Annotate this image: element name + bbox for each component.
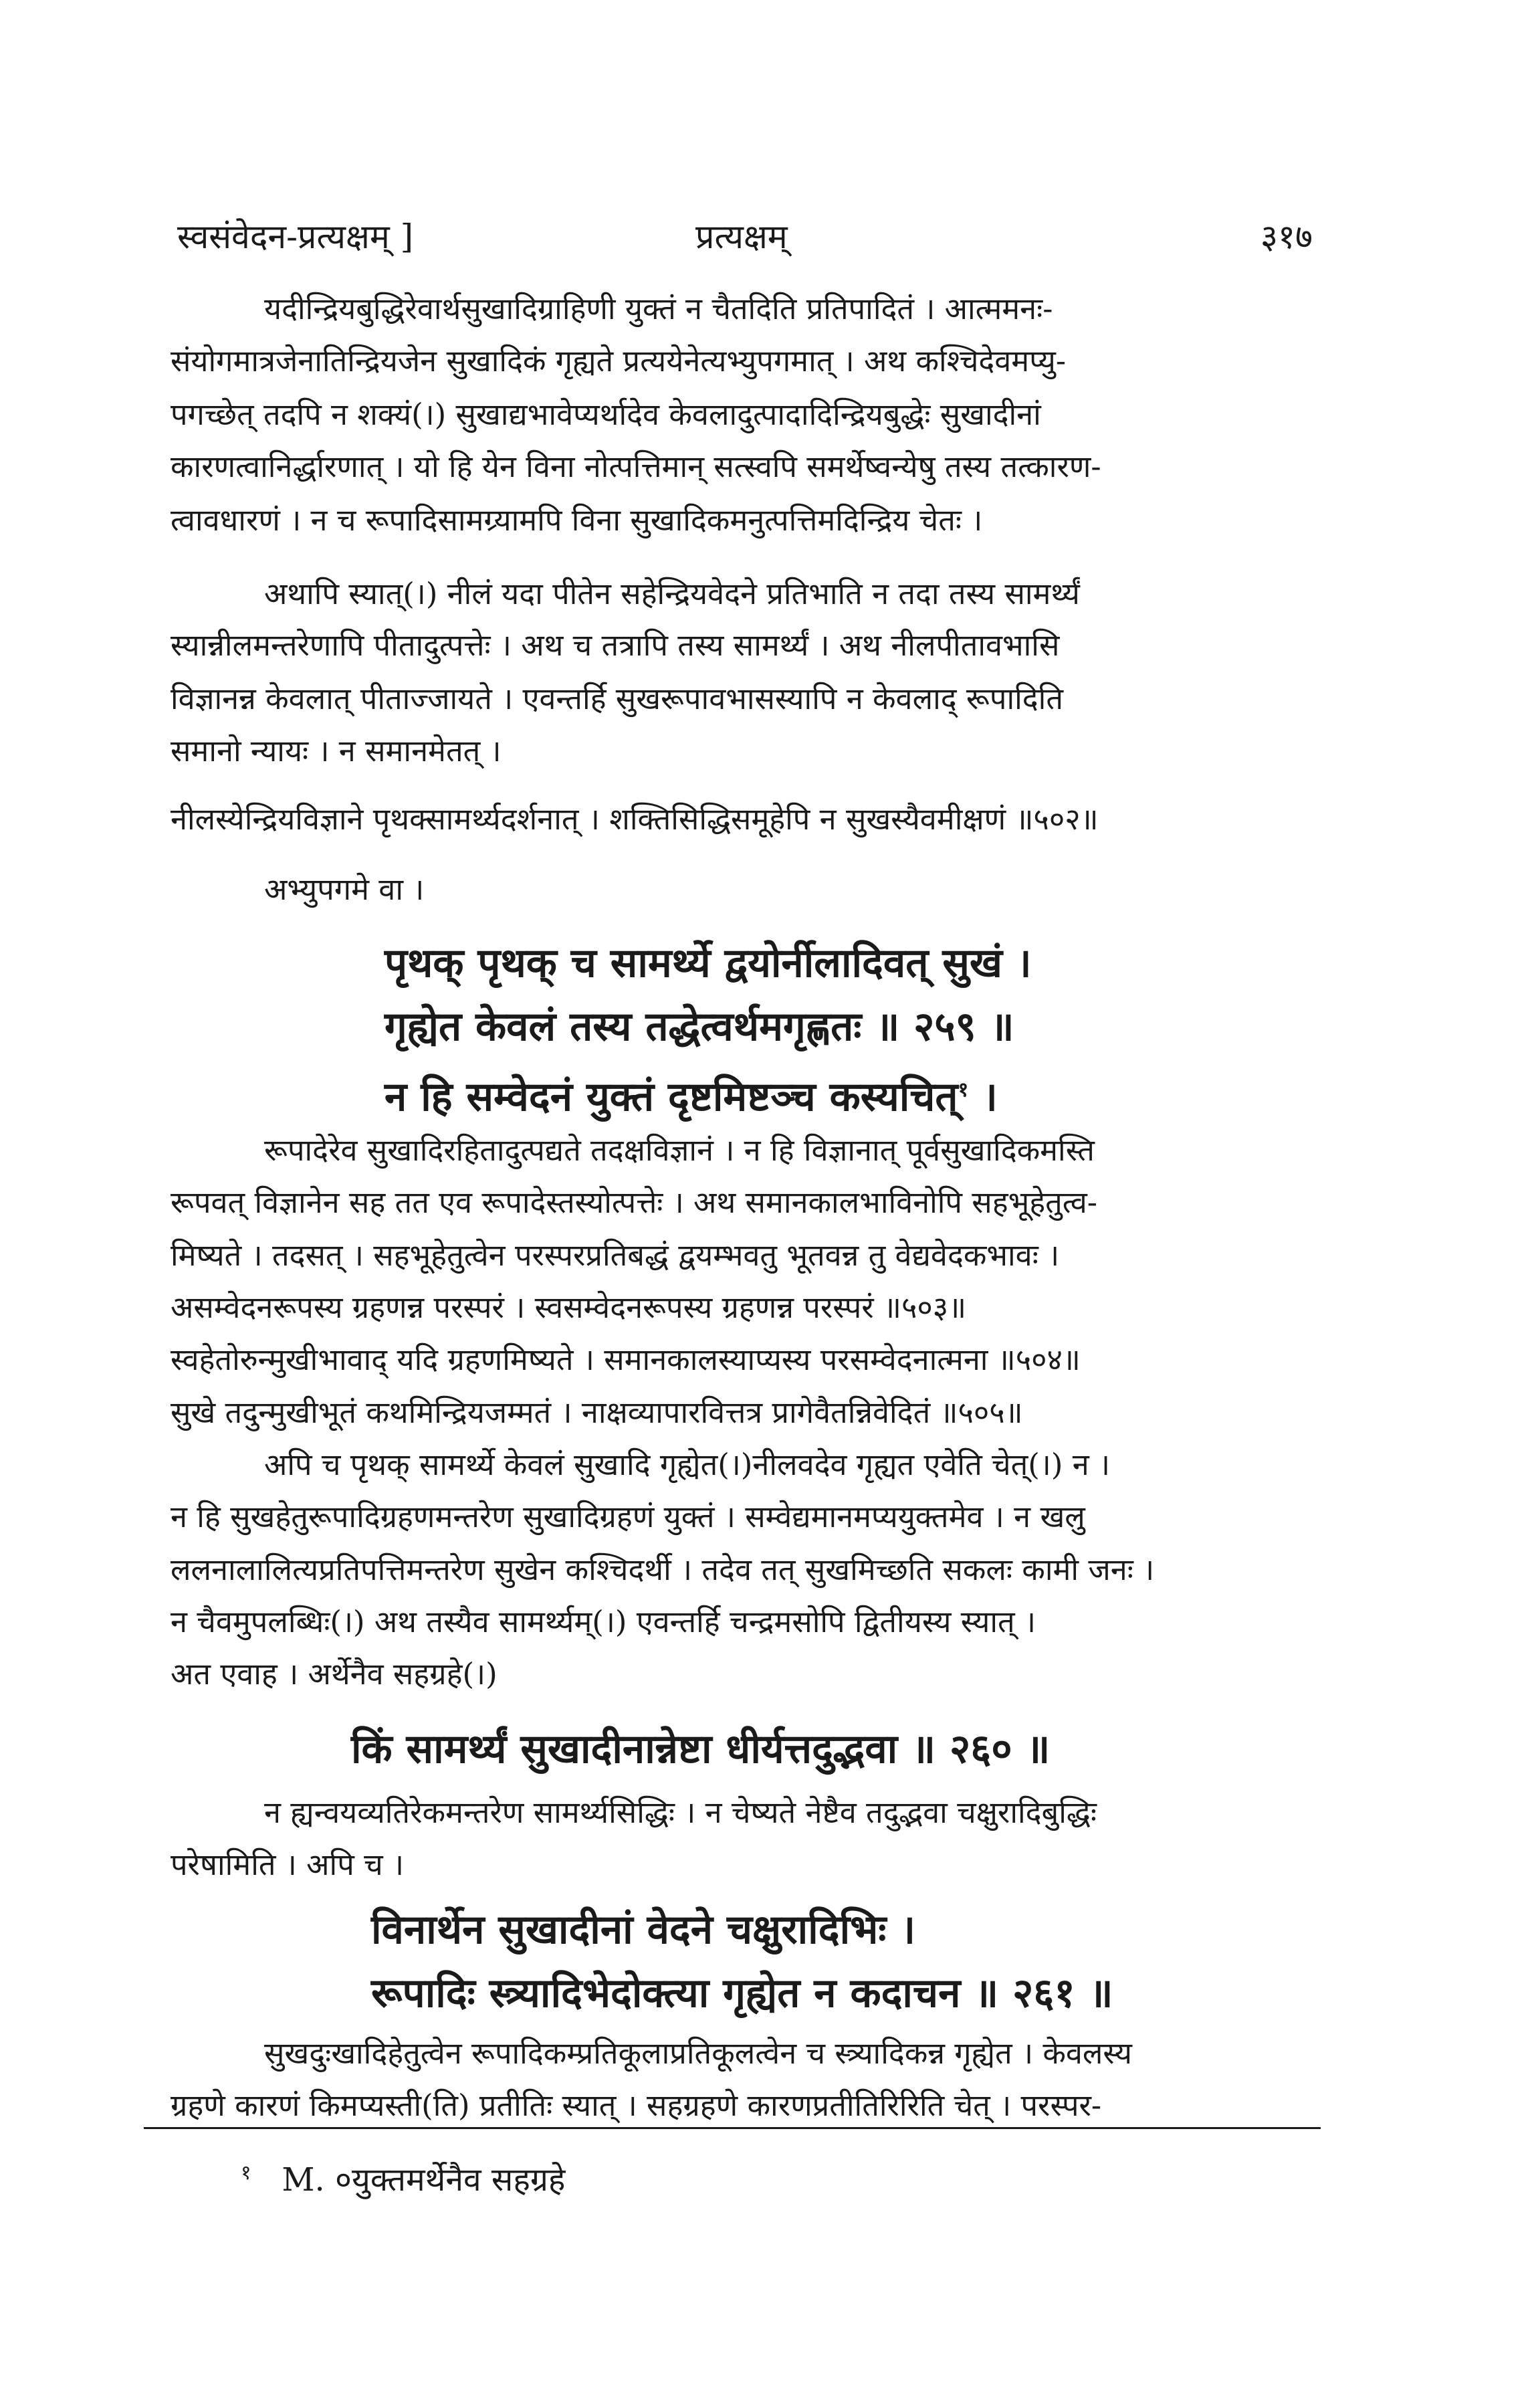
text-line: न ह्यन्वयव्यतिरेकमन्तरेण सामर्थ्यसिद्धिः । न चेष्यते नेष्टैव तदुद्भवा चक्षुरादिबुद्धिः <box>264 1795 1097 1830</box>
text-line: मिष्यते । तदसत् । सहभूहेतुत्वेन परस्परप्रतिबद्धं द्वयम्भवतु भूतवन्न तु वेद्यवेदकभावः । <box>171 1237 1060 1273</box>
text-line: रूपवत् विज्ञानेन सह तत एव रूपादेस्तस्योत्पत्तेः । अथ समानकालभाविनोपि सहभूहेतुत्व- <box>171 1185 1097 1220</box>
text-line: स्यान्नीलमन्तरेणापि पीतादुत्पत्तेः । अथ च तत्रापि तस्य सामर्थ्यं । अथ नीलपीतावभासि <box>171 627 1060 663</box>
text-line: न चैवमुपलब्धिः(।) अथ तस्यैव सामर्थ्यम्(।) एवन्तर्हि चन्द्रमसोपि द्वितीयस्य स्यात् । <box>171 1604 1036 1639</box>
text-line: अत एवाह । अर्थेनैव सहग्रहे(।) <box>171 1656 498 1692</box>
text-line: ललनालालित्यप्रतिपत्तिमन्तरेण सुखेन कश्चिदर्थी । तदेव तत् सुखमिच्छति सकलः कामी जनः । <box>171 1552 1155 1587</box>
footnote-marker: १ <box>241 2161 251 2185</box>
text-line: विज्ञानन्न केवलात् पीताज्जायते । एवन्तर्हि सुखरूपावभासस्यापि न केवलाद् रूपादिति <box>171 681 1063 716</box>
footnote-rule <box>144 2127 1321 2129</box>
text-line: कारणत्वानिर्द्धारणात् । यो हि येन विना नोत्पत्तिमान् सत्स्वपि समर्थेष्वन्येषु तस्य तत्कारण- <box>171 449 1101 484</box>
footnote <box>241 2157 565 2201</box>
text-line: सुखदुःखादिहेतुत्वेन रूपादिकम्प्रतिकूलाप्रतिकूलत्वेन च स्त्र्यादिकन्न गृह्येत । केवलस्य <box>264 2035 1133 2071</box>
running-header-center: प्रत्यक्षम् <box>695 217 788 256</box>
running-header-left: स्वसंवेदन-प्रत्यक्षम् ] <box>177 217 414 256</box>
text-line: रूपादेरेव सुखादिरहितादुत्पद्यते तदक्षविज्ञानं । न हि विज्ञानात् पूर्वसुखादिकमस्ति <box>264 1132 1095 1168</box>
text-line: पगच्छेत् तदपि न शक्यं(।) सुखाद्यभावेप्यर्थादेव केवलादुत्पादादिन्द्रियबुद्धेः सुखादीनां <box>171 397 1041 432</box>
verse-261-line-1: विनार्थेन सुखादीनां वेदने चक्षुरादिभिः । <box>371 1906 916 1953</box>
footnote-reference: १ <box>958 1078 969 1102</box>
text-line: परेषामिति । अपि च । <box>171 1847 404 1882</box>
verse-259-line-3: न हि सम्वेदनं युक्तं दृष्टमिष्टञ्च कस्यचित्$^१$ । <box>384 1074 998 1120</box>
text-line: न हि सुखहेतुरूपादिग्रहणमन्तरेण सुखादिग्रहणं युक्तं । सम्वेद्यमानमप्ययुक्तमेव । न खलु <box>171 1499 1085 1534</box>
karika-502: नीलस्येन्द्रियविज्ञाने पृथक्सामर्थ्यदर्शनात् । शक्तिसिद्धिसमूहेपि न सुखस्यैवमीक्षणं ॥५०२॥ <box>171 801 1099 837</box>
text-line: त्वावधारणं । न च रूपादिसामग्र्यामपि विना सुखादिकमनुत्पत्तिमदिन्द्रिय चेतः । <box>171 502 983 538</box>
text-line: अपि च पृथक् सामर्थ्ये केवलं सुखादि गृह्येत(।)नीलवदेव गृह्यत एवेति चेत्(।) न । <box>264 1447 1111 1482</box>
karika-505: सुखे तदुन्मुखीभूतं कथमिन्द्रियजम्मतं । नाक्षव्यापारवित्तत्र प्रागेवैतन्निवेदितं ॥५०५॥ <box>171 1395 1023 1430</box>
karika-503: असम्वेदनरूपस्य ग्रहणन्न परस्परं । स्वसम्वेदनरूपस्य ग्रहणन्न परस्परं ॥५०३॥ <box>171 1290 967 1325</box>
text-line: समानो न्यायः । न समानमेतत् । <box>171 733 502 769</box>
footnote-text: M. ०युक्तमर्थेनैव सहग्रहे <box>282 2161 566 2199</box>
text-line: ग्रहणे कारणं किमप्यस्ती(ति) प्रतीतिः स्यात् । सहग्रहणे कारणप्रतीतिरिरिति चेत् । परस्पर- <box>171 2088 1102 2123</box>
text-line: अभ्युपगमे वा । <box>264 872 425 907</box>
verse-260: किं सामर्थ्यं सुखादीनान्नेष्टा धीर्यत्तदुद्भवा ॥ २६० ॥ <box>351 1726 1051 1773</box>
text-line: अथापि स्यात्(।) नीलं यदा पीतेन सहेन्द्रियवेदने प्रतिभाति न तदा तस्य सामर्थ्यं <box>264 576 1080 611</box>
verse-259-line-1: पृथक् पृथक् च सामर्थ्ये द्वयोर्नीलादिवत् सुखं । <box>384 940 1032 987</box>
karika-504: स्वहेतोरुन्मुखीभावाद् यदि ग्रहणमिष्यते । समानकालस्याप्यस्य परसम्वेदनात्मना ॥५०४॥ <box>171 1342 1081 1377</box>
page-number: ३१७ <box>1260 217 1313 256</box>
verse-261-line-2: रूपादिः स्त्र्यादिभेदोक्त्या गृह्येत न कदाचन ॥ २६१ ॥ <box>371 1970 1113 2017</box>
text-line: संयोगमात्रजेनातिन्द्रियजेन सुखादिकं गृह्यते प्रत्ययेनेत्यभ्युपगमात् । अथ कश्चिदेवमप्यु- <box>171 343 1067 379</box>
verse-259-line-2: गृह्येत केवलं तस्य तद्धेत्वर्थमगृह्णतः ॥ २५९ ॥ <box>384 1003 1014 1050</box>
text-line: यदीन्द्रियबुद्धिरेवार्थसुखादिग्राहिणी युक्तं न चैतदिति प्रतिपादितं । आत्ममनः- <box>264 291 1053 326</box>
